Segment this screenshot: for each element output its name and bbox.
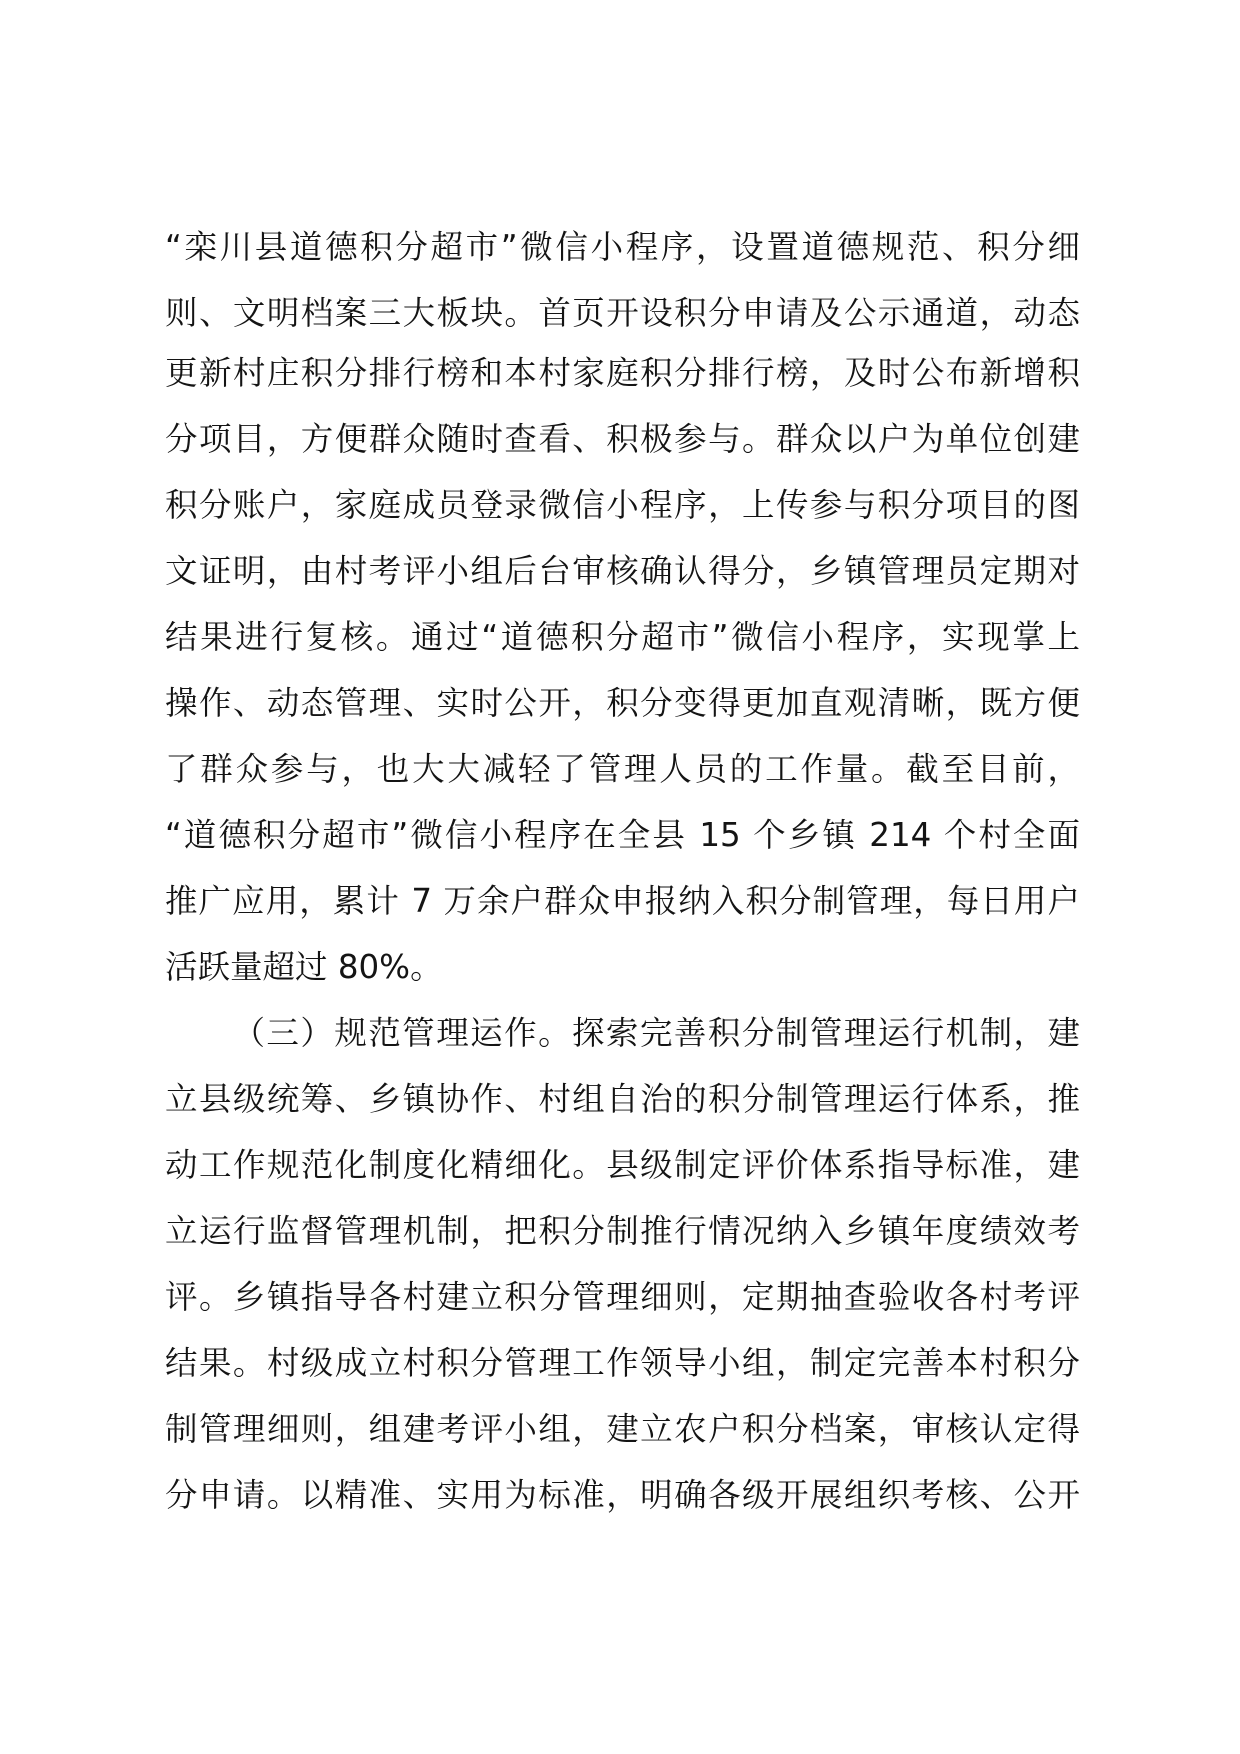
paragraph-line-1: “栾川县道德积分超市”微信小程序，设置道德规范、积分细 [165, 228, 1080, 266]
paragraph-2-line-6: 结果。村级成立村积分管理工作领导小组，制定完善本村积分 [165, 1344, 1080, 1382]
paragraph-line-8: 操作、动态管理、实时公开，积分变得更加直观清晰，既方便 [165, 684, 1080, 722]
paragraph-line-11: 推广应用，累计 7 万余户群众申报纳入积分制管理，每日用户 [165, 882, 1080, 920]
paragraph-2-line-2: 立县级统筹、乡镇协作、村组自治的积分制管理运行体系，推 [165, 1080, 1080, 1118]
paragraph-2-line-7: 制管理细则，组建考评小组，建立农户积分档案，审核认定得 [165, 1410, 1080, 1448]
paragraph-2-line-3: 动工作规范化制度化精细化。县级制定评价体系指导标准，建 [165, 1146, 1080, 1184]
paragraph-line-10: “道德积分超市”微信小程序在全县 15 个乡镇 214 个村全面 [165, 816, 1080, 854]
paragraph-line-2: 则、文明档案三大板块。首页开设积分申请及公示通道，动态 [165, 294, 1080, 332]
paragraph-line-6: 文证明，由村考评小组后台审核确认得分，乡镇管理员定期对 [165, 552, 1080, 590]
paragraph-2-line-5: 评。乡镇指导各村建立积分管理细则，定期抽查验收各村考评 [165, 1278, 1080, 1316]
paragraph-2-line-1 [165, 1000, 1080, 1066]
paragraph-line-7: 结果进行复核。通过“道德积分超市”微信小程序，实现掌上 [165, 618, 1080, 656]
paragraph-line-5: 积分账户，家庭成员登录微信小程序，上传参与积分项目的图 [165, 486, 1080, 524]
paragraph-line-12: 活跃量超过 80%。 [165, 948, 443, 986]
paragraph-line-4: 分项目，方便群众随时查看、积极参与。群众以户为单位创建 [165, 420, 1080, 458]
paragraph-2-line-4: 立运行监督管理机制，把积分制推行情况纳入乡镇年度绩效考 [165, 1212, 1080, 1250]
paragraph-2-line-8: 分申请。以精准、实用为标准，明确各级开展组织考核、公开 [165, 1476, 1080, 1514]
paragraph-line-3: 更新村庄积分排行榜和本村家庭积分排行榜，及时公布新增积 [165, 354, 1080, 392]
paragraph-line-9: 了群众参与，也大大减轻了管理人员的工作量。截至目前， [165, 750, 1080, 788]
paragraph-2-line-1-text: （三）规范管理运作。探索完善积分制管理运行机制，建 [231, 1014, 1080, 1052]
